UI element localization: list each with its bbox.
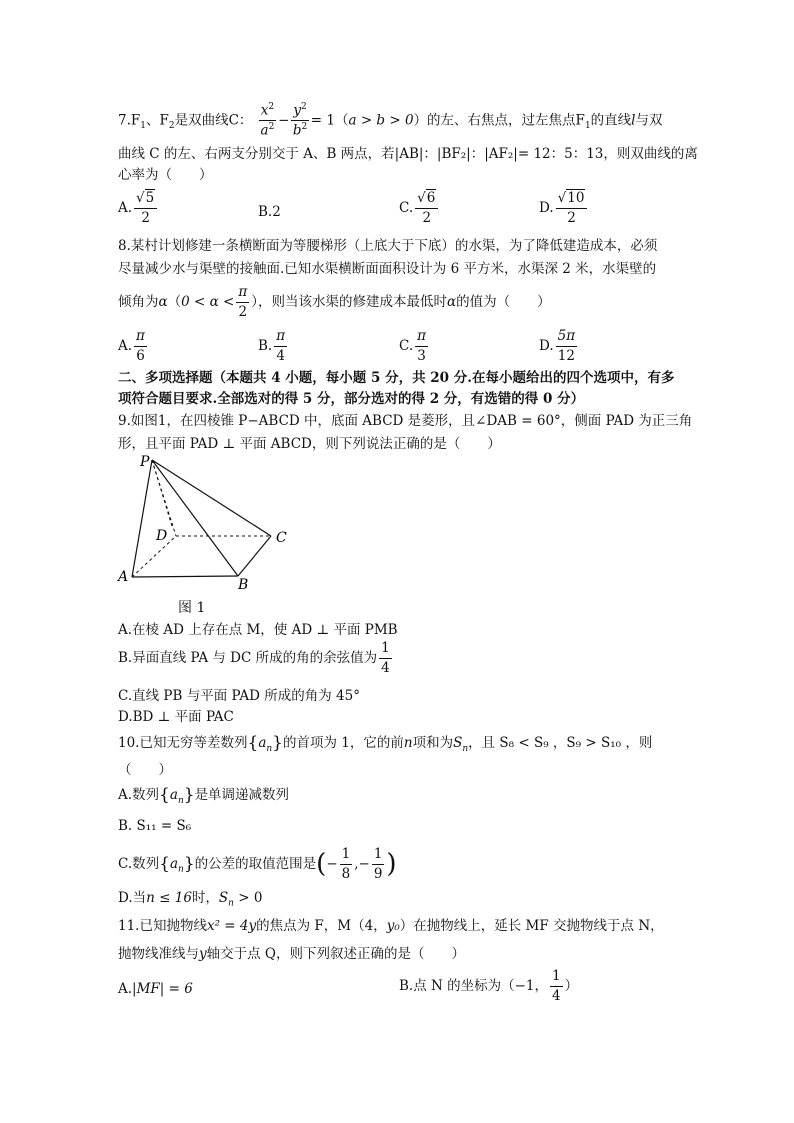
q7-option-a: A. $\frac{√5}{2}$ bbox=[118, 190, 159, 227]
q7-line3: 心率为（ ） bbox=[118, 167, 213, 183]
q9-option-b: B.异面直线 PA 与 DC 所成的角的余弦值为 $\frac{1}{4}$ bbox=[118, 640, 390, 676]
q9-option-c: C.直线 PB 与平面 PAD 所成的角为 45° bbox=[118, 688, 360, 704]
q7-line1: $7.F_1$、$F_2$是双曲线C： $\frac{x^2}{a^2}$ − $\frac{y^2}{b^2}$ = 1（a > b > 0）的左、右焦点，过左焦点$F_1$的直线l与双 bbox=[118, 102, 663, 139]
q7-line2: 曲线 C 的左、右两支分别交于 A、B 两点，若|AB|：|BF₂|：|AF₂|= 12：5：13，则双曲线的离 bbox=[118, 146, 698, 162]
q8-option-b: B. $\frac{\pi}{4}$ bbox=[258, 328, 286, 364]
q10-line1: 10.已知无穷等差数列$\{a_n\}$的首项为 1，它的前n项和为$S_n$，且 S₈ < S₉ ，S₉ > S₁₀ ，则 bbox=[118, 733, 653, 754]
q7-option-c: C. $\frac{√6}{2}$ bbox=[399, 190, 440, 227]
q11-line1: 11.已知抛物线x² = 4y的焦点为 F，M（4，y₀）在抛物线上，延长 MF 交抛物线于点 N， bbox=[118, 918, 664, 934]
q10-option-b: B. S₁₁ = S₆ bbox=[118, 818, 192, 834]
q8-line1: 8.某村计划修建一条横断面为等腰梯形（上底大于下底）的水渠，为了降低建造成本，必须 bbox=[118, 238, 658, 254]
q9-line2: 形，且平面 PAD ⊥ 平面 ABCD，则下列说法正确的是（ ） bbox=[118, 436, 501, 452]
figure-caption: 图 1 bbox=[178, 600, 206, 616]
vertex-label-d: D bbox=[156, 528, 168, 544]
q8-option-c: C. $\frac{\pi}{3}$ bbox=[399, 328, 427, 364]
q10-option-d: D.当n ≤ 16时，$S_n > 0$ bbox=[118, 890, 263, 909]
q7-option-b: B.2 bbox=[258, 204, 281, 220]
q8-line2: 尽量减少水与渠壁的接触面.已知水渠横断面面积设计为 6 平方米，水渠深 2 米，水渠壁的 bbox=[118, 261, 657, 277]
vertex-label-p: P bbox=[140, 454, 150, 470]
q7-frac-x: $\frac{x^2}{a^2}$ bbox=[260, 102, 275, 139]
q8-option-d: D. $\frac{5\pi}{12}$ bbox=[539, 328, 576, 364]
section2-heading-line1: 二、多项选择题（本题共 4 小题，每小题 5 分，共 20 分.在每小题给出的四个选项中，有多 bbox=[118, 370, 675, 386]
q10-option-c: C.数列$\{a_n\}$的公差的取值范围是(− $\frac{1}{8}$ ,− $\frac{1}{9}$ ) bbox=[118, 846, 397, 882]
vertex-label-a: A bbox=[118, 569, 129, 585]
pyramid-figure bbox=[110, 450, 310, 590]
q9-line1: 9.如图1，在四棱锥 P−ABCD 中，底面 ABCD 是菱形，且∠DAB = 60°，侧面 PAD 为正三角 bbox=[118, 413, 693, 429]
q7-frac-y: $\frac{y^2}{b^2}$ bbox=[292, 102, 308, 139]
q11-option-a: A.|MF| = 6 bbox=[118, 981, 193, 997]
q11-line2: 抛物线准线与y轴交于点 Q，则下列叙述正确的是（ ） bbox=[118, 946, 465, 962]
vertex-label-c: C bbox=[276, 530, 287, 546]
q8-line3: 倾角为α（0 < α < $\frac{\pi}{2}$ ），则当该水渠的修建成本最低时α的值为（ ） bbox=[118, 284, 551, 320]
q7-option-d: D. $\frac{√10}{2}$ bbox=[539, 190, 589, 227]
q8-option-a: A. $\frac{\pi}{6}$ bbox=[118, 328, 145, 364]
section2-heading-line2: 项符合题目要求.全部选对的得 5 分，部分选对的得 2 分，有选错的得 0 分） bbox=[118, 391, 585, 407]
q9-option-d: D.BD ⊥ 平面 PAC bbox=[118, 709, 234, 725]
q9-option-a: A.在棱 AD 上存在点 M，使 AD ⊥ 平面 PMB bbox=[118, 622, 398, 638]
q10-option-a: A.数列$\{a_n\}$是单调递减数列 bbox=[118, 785, 290, 806]
q10-line2: （ ） bbox=[118, 762, 172, 778]
q11-option-b: B.点 N 的坐标为（−1， $\frac{1}{4}$ ） bbox=[399, 968, 579, 1004]
vertex-label-b: B bbox=[238, 577, 249, 590]
